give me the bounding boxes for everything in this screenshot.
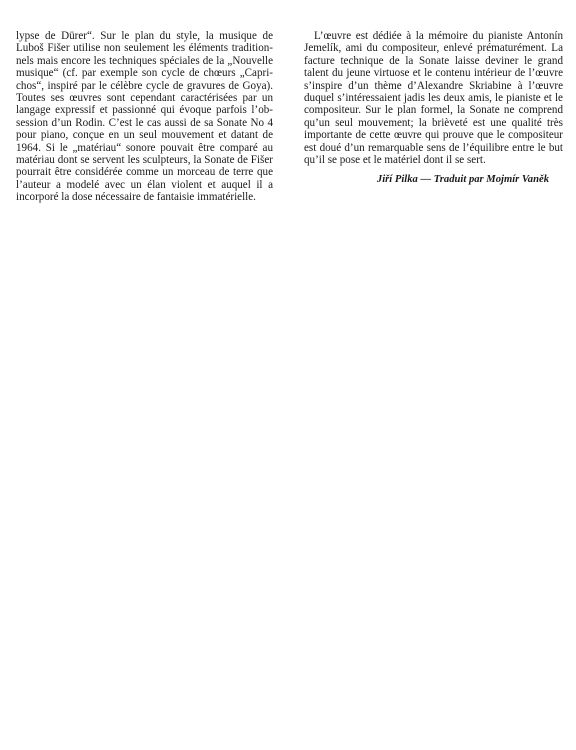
left-text-column <box>16 30 273 204</box>
left-column-paragraph: lypse de Dürer“. Sur le plan du style, la musique de Luboš Fišer utilise non seulement les éléments traditionnels mais encore les techniques spéciales de la „Nouvelle musique“ (cf. par exemple son cycle de chœurs „Caprichos“, inspiré par le célèbre cycle de gravures de Goya). Toutes ses œuvres sont cependant caractérisées par un langage expressif et passionné qui évoque parfois l’obsession d’un Rodin. C’est le cas aussi de sa Sonate No 4 pour piano, conçue en un seul mouvement et datant de 1964. Si le „matériau“ sonore pouvait être comparé au matériau dont se servent les sculpteurs, la Sonate de Fišer pourrait être considérée comme un morceau de terre que l’auteur a modelé avec un élan violent et auquel il a incorporé la dose nécessaire de fantaisie immatérielle. <box>16 30 273 204</box>
right-column-paragraph: L’œuvre est dédiée à la mémoire du pianiste Antonín Jemelík, ami du compositeur, enlevé prématurément. La facture technique de la Sonate laisse deviner le grand talent du jeune virtuose et le contenu intérieur de l’œuvre s’inspire d’un thème d’Alexandre Skriabine à l’œuvre duquel s’intéressaient jadis les deux amis, le pianiste et le compositeur. Sur le plan formel, la Sonate ne comprend qu’un seul mouvement; la brièveté est une qualité très importante de cette œuvre qui prouve que le compositeur est doué d’un remarquable sens de l’équilibre entre le but qu’il se pose et le matériel dont il se sert. <box>304 30 563 167</box>
right-text-column <box>304 30 563 187</box>
author-translator-credit: Jiří Pilka — Traduit par Mojmír Vaněk <box>376 174 549 186</box>
